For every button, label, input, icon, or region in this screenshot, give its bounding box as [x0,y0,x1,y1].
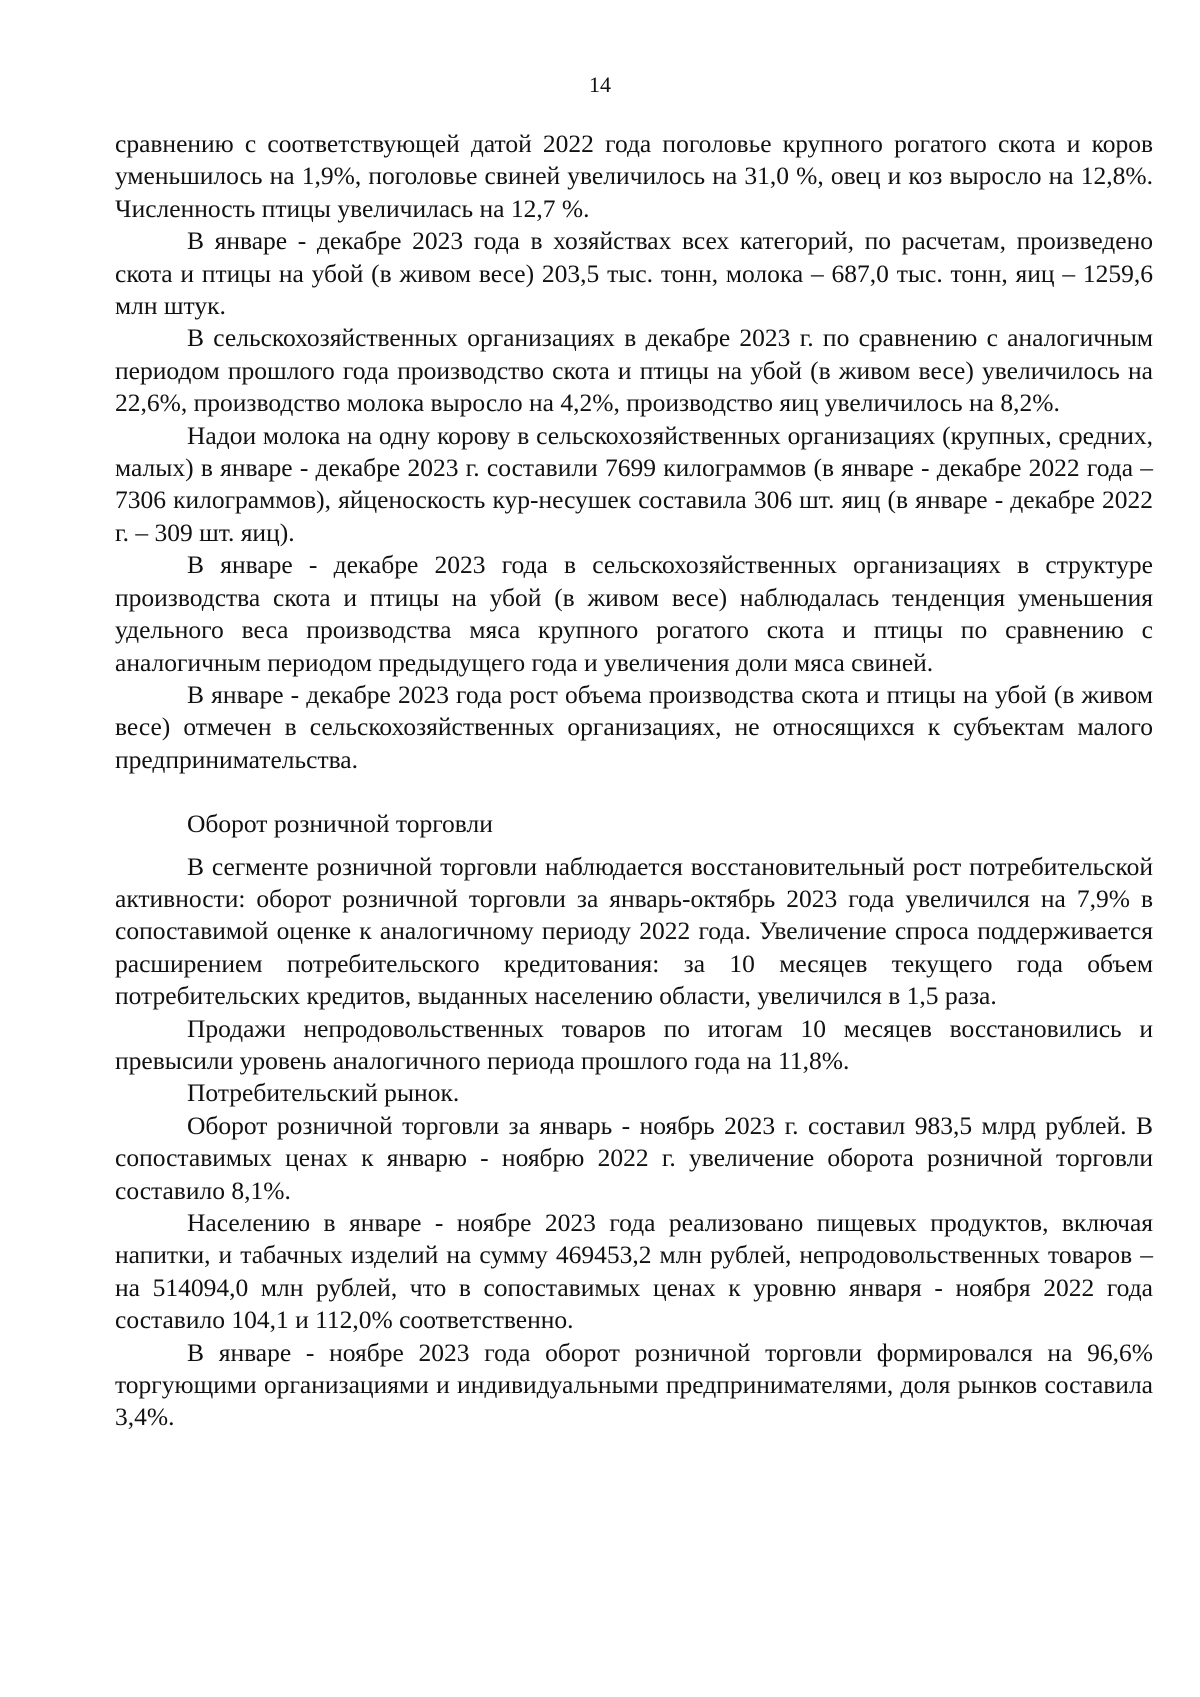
paragraph-production-all-categories: В январе - декабре 2023 года в хозяйствах всех категорий, по расчетам, произведено скота и птицы на убой (в живом весе) 203,5 тыс. тонн, молока – 687,0 тыс. тонн, яиц – 1259,6 млн штук. [115,226,1153,321]
paragraph-food-nonfood-sales: Населению в январе - ноябре 2023 года реализовано пищевых продуктов, включая напитки, и табачных изделий на сумму 469453,2 млн рублей, непродовольственных товаров – на 514094,0 млн рублей, что в сопоставимых ценах к уровню января - ноября 2022 года составило 104,1 и 112,0% соответственно. [115,1208,1153,1335]
paragraph-retail-turnover: Оборот розничной торговли за январь - ноябрь 2023 г. составил 983,5 млрд рублей. В сопоставимых ценах к январю - ноябрю 2022 г. увеличение оборота розничной торговли составило 8,1%. [115,1110,1153,1205]
paragraph-meat-structure: В январе - декабре 2023 года в сельскохозяйственных организациях в структуре производства скота и птицы на убой (в живом весе) наблюдалась тенденция уменьшения удельного веса производства мяса крупного рогатого скота и птицы по сравнению с аналогичным периодом предыдущего года и увеличения доли мяса свиней. [115,550,1153,677]
paragraph-retail-recovery: В сегменте розничной торговли наблюдается восстановительный рост потребительской активности: оборот розничной торговли за январь-октябрь 2023 года увеличился на 7,9% в сопоставимой оценке к аналогичному периоду 2022 года. Увеличение спроса поддерживается расширением потребительского кредитования: за 10 месяцев текущего года объем потребительских кредитов, выданных населению области, увеличился в 1,5 раза. [115,851,1153,1011]
paragraph-agri-org-december: В сельскохозяйственных организациях в декабре 2023 г. по сравнению с аналогичным периодом прошлого года производство скота и птицы на убой (в живом весе) увеличилось на 22,6%, производство молока выросло на 4,2%, производство яиц увеличилось на 8,2%. [115,323,1153,418]
document-body [115,128,1153,1434]
paragraph-consumer-market: Потребительский рынок. [187,1078,460,1108]
paragraph-retail-structure: В январе - ноябре 2023 года оборот розничной торговли формировался на 96,6% торгующими организациями и индивидуальными предпринимателями, доля рынков составила 3,4%. [115,1337,1153,1432]
page-number: 14 [589,72,611,97]
paragraph-nonfood-sales: Продажи непродовольственных товаров по итогам 10 месяцев восстановились и превысили уровень аналогичного периода прошлого года на 11,8%. [115,1013,1153,1075]
section-heading-retail: Оборот розничной торговли [187,809,493,839]
paragraph-milk-yield: Надои молока на одну корову в сельскохозяйственных организациях (крупных, средних, малых) в январе - декабре 2023 г. составили 7699 килограммов (в январе - декабре 2022 года – 7306 килограммов), яйценоскость кур-несушек составила 306 шт. яиц (в январе - декабре 2022 г. – 309 шт. яиц). [115,420,1153,547]
paragraph-production-growth: В январе - декабре 2023 года рост объема производства скота и птицы на убой (в живом весе) отмечен в сельскохозяйственных организациях, не относящихся к субъектам малого предпринимательства. [115,679,1153,774]
paragraph-livestock-count: сравнению с соответствующей датой 2022 года поголовье крупного рогатого скота и коров уменьшилось на 1,9%, поголовье свиней увеличилось на 31,0 %, овец и коз выросло на 12,8%. Численность птицы увеличилась на 12,7 %. [115,129,1153,223]
